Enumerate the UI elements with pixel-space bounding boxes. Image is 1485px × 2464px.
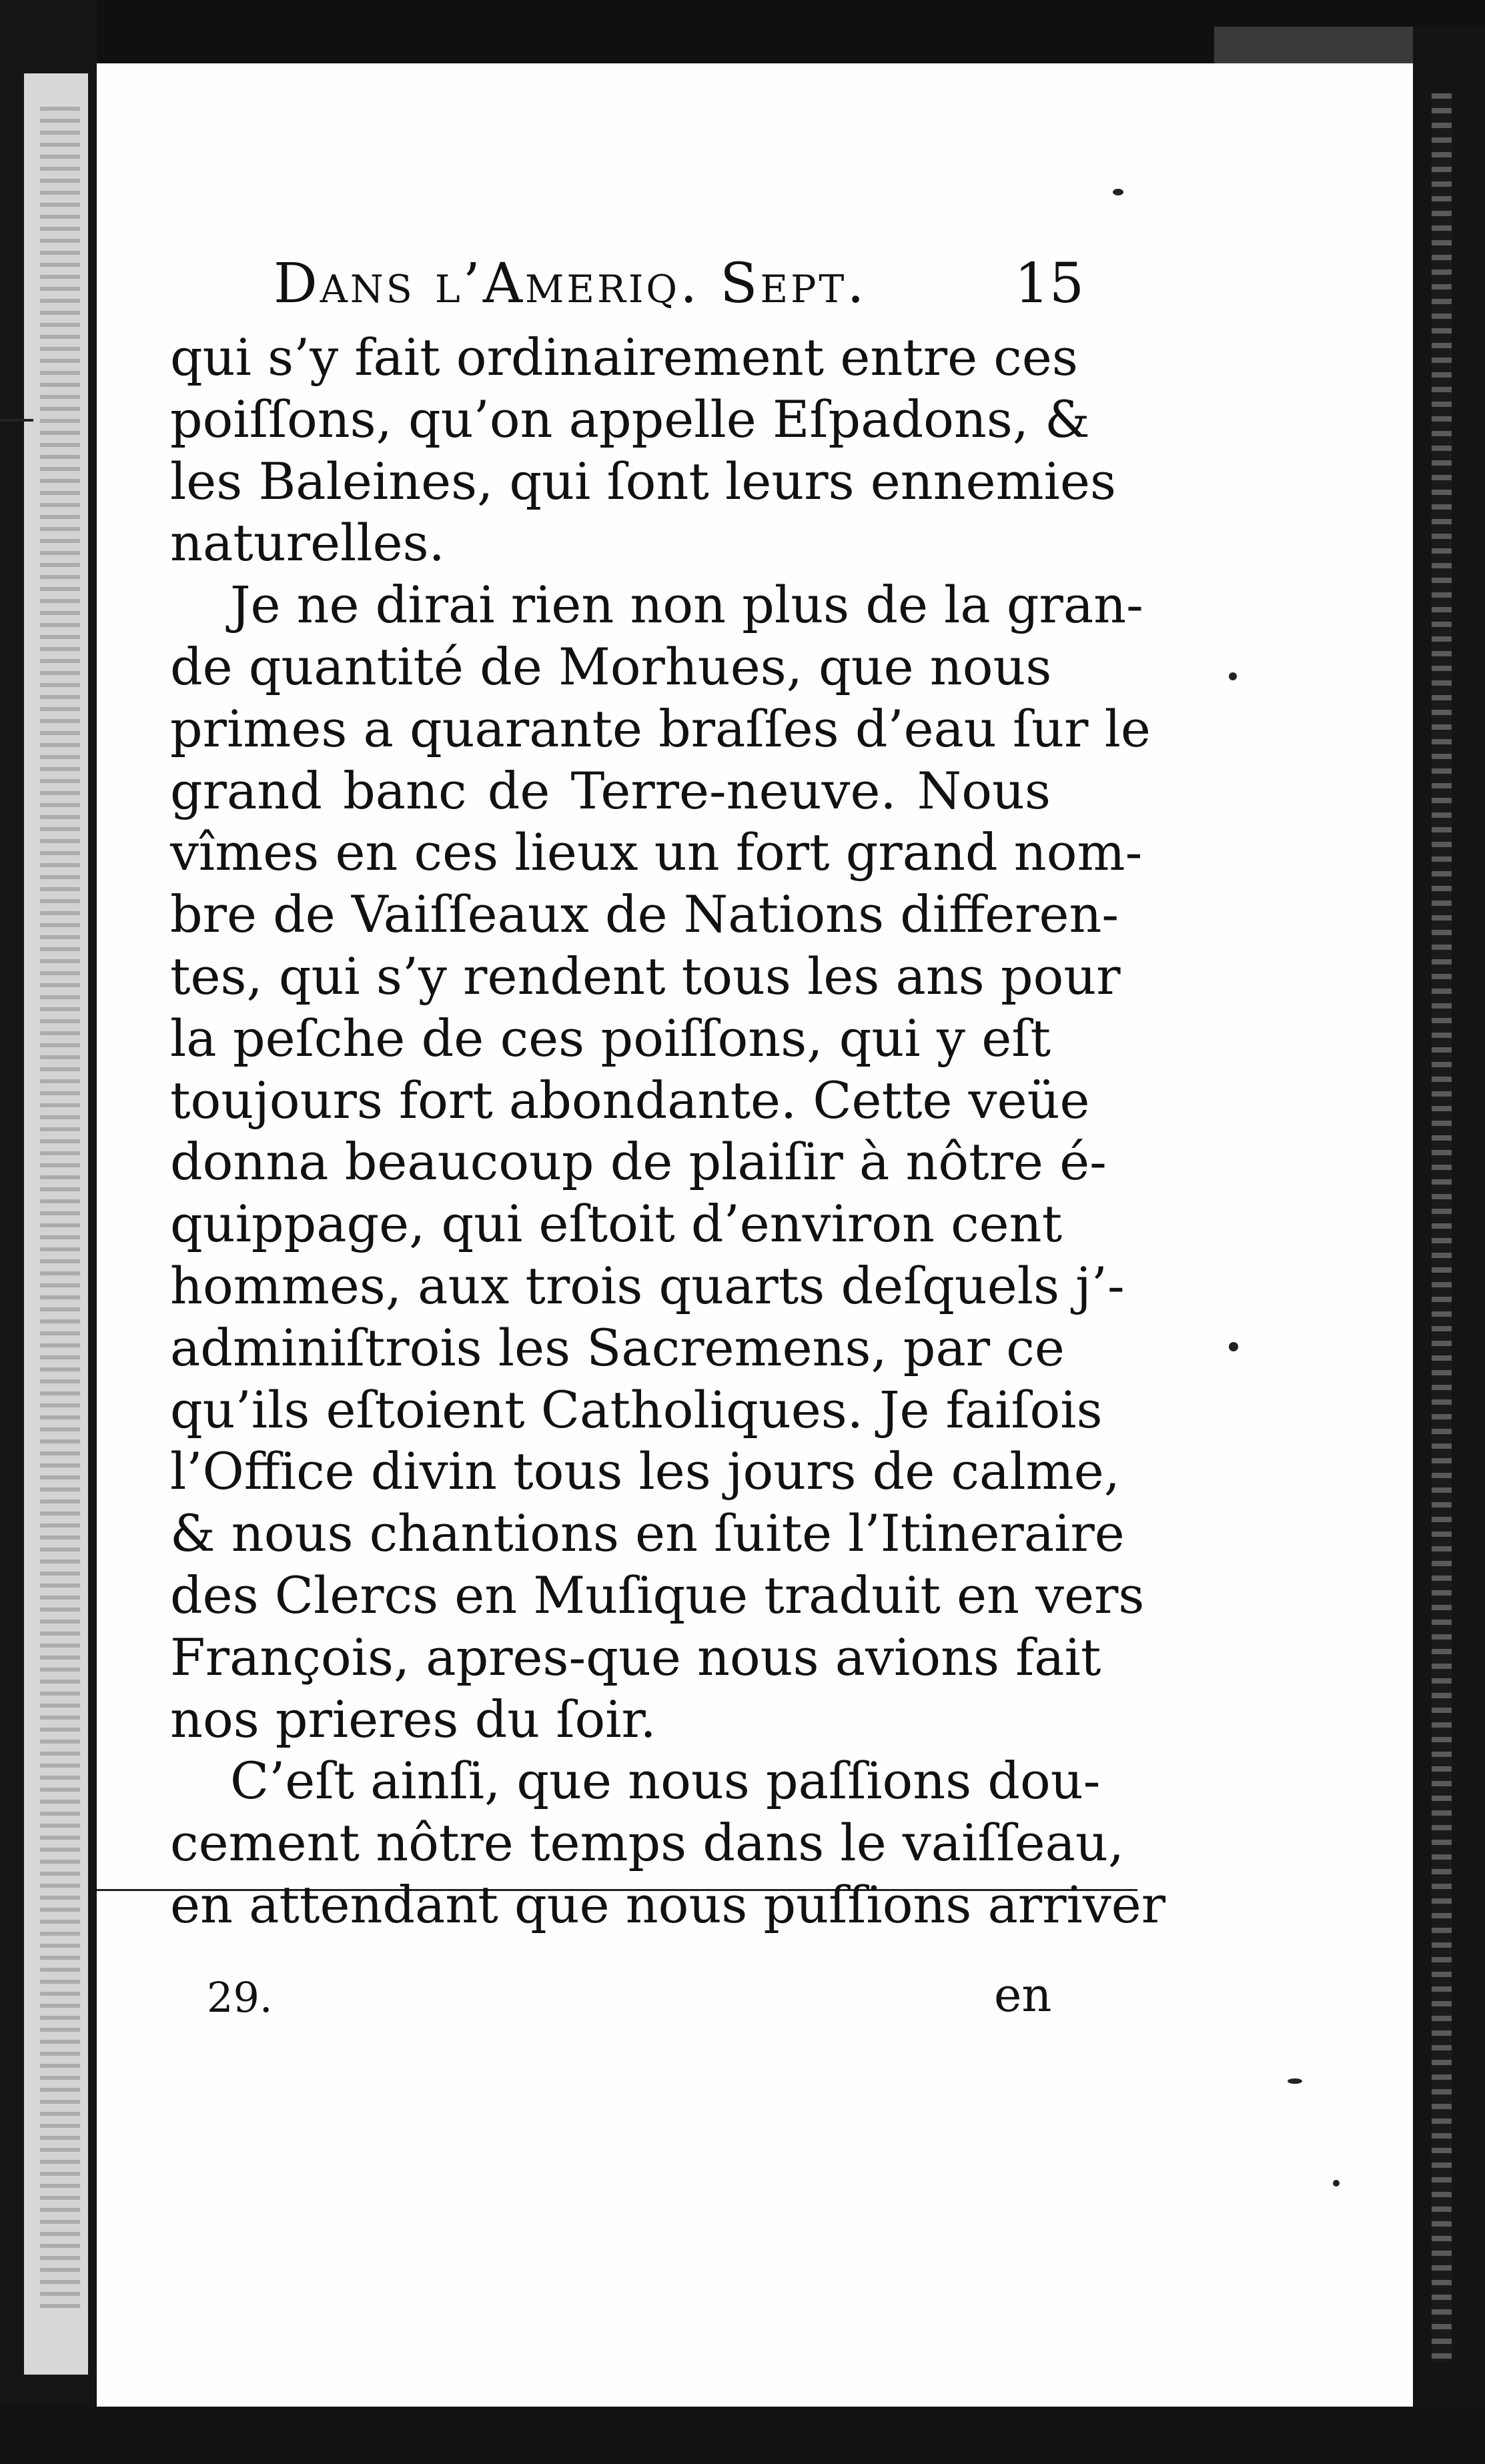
text-line: naturelles.: [170, 513, 445, 573]
page-stack-edge: [1432, 93, 1452, 2361]
text-line: vîmes en ces lieux un fort grand nom-: [170, 822, 1143, 882]
text-line: en attendant que nous puſſions arriver: [170, 1874, 1166, 1934]
text-line: quippage, qui eſtoit d’environ cent: [170, 1194, 1063, 1254]
text-line: grand banc de Terre-neuve. Nous: [170, 760, 1051, 820]
scan-speck: [1113, 189, 1123, 195]
text-line: cement nôtre temps dans le vaiſſeau,: [170, 1813, 1125, 1873]
catchword: en: [994, 1968, 1052, 2022]
running-head-title: Dans l’Ameriq. Sept.: [274, 252, 867, 316]
text-line: l’Office divin tous les jours de calme,: [170, 1441, 1120, 1501]
text-line: de quantité de Morhues, que nous: [170, 636, 1052, 696]
scan-bottom-border: [0, 2407, 1485, 2464]
page-number: 15: [1014, 252, 1084, 316]
text-line: la peſche de ces poiſſons, qui y eſt: [170, 1008, 1051, 1068]
text-line: nos prieres du ſoir.: [170, 1689, 656, 1749]
text-line: donna beaucoup de plaiſir à nôtre é-: [170, 1132, 1107, 1192]
text-line: Je ne dirai rien non plus de la gran-: [230, 575, 1143, 635]
text-line: qu’ils eſtoient Catholiques. Je faiſois: [170, 1379, 1103, 1439]
text-line: tes, qui s’y rendent tous les ans pour: [170, 946, 1121, 1006]
text-line: poiſſons, qu’on appelle Eſpadons, &: [170, 389, 1090, 449]
text-line: qui s’y fait ordinairement entre ces: [170, 328, 1078, 387]
scan-speck: [1288, 2078, 1302, 2084]
text-line: toujours fort abondante. Cette veüe: [170, 1070, 1090, 1130]
text-line: des Clercs en Muſique traduit en vers: [170, 1565, 1145, 1625]
text-line: C’eſt ainſi, que nous paſſions dou-: [230, 1751, 1101, 1811]
text-line: les Baleines, qui ſont leurs ennemies: [170, 451, 1116, 511]
scan-speck: [1229, 1342, 1238, 1351]
body-text: [170, 327, 1166, 1936]
text-line: & nous chantions en ſuite l’Itineraire: [170, 1503, 1125, 1564]
scan-speck: [1333, 2180, 1340, 2187]
scan-speck: [1229, 672, 1237, 680]
text-line: bre de Vaiſſeaux de Nations differen-: [170, 884, 1119, 945]
text-line: François, apres-que nous avions fait: [170, 1627, 1101, 1687]
text-line: hommes, aux trois quarts deſquels j’-: [170, 1255, 1125, 1315]
signature-mark: 29.: [207, 1973, 273, 2022]
text-line: adminiſtrois les Sacremens, par ce: [170, 1317, 1065, 1377]
facing-page-texture: [40, 107, 80, 2308]
margin-mark: [0, 419, 33, 422]
text-line: primes a quarante braſſes d’eau ſur le: [170, 698, 1151, 758]
